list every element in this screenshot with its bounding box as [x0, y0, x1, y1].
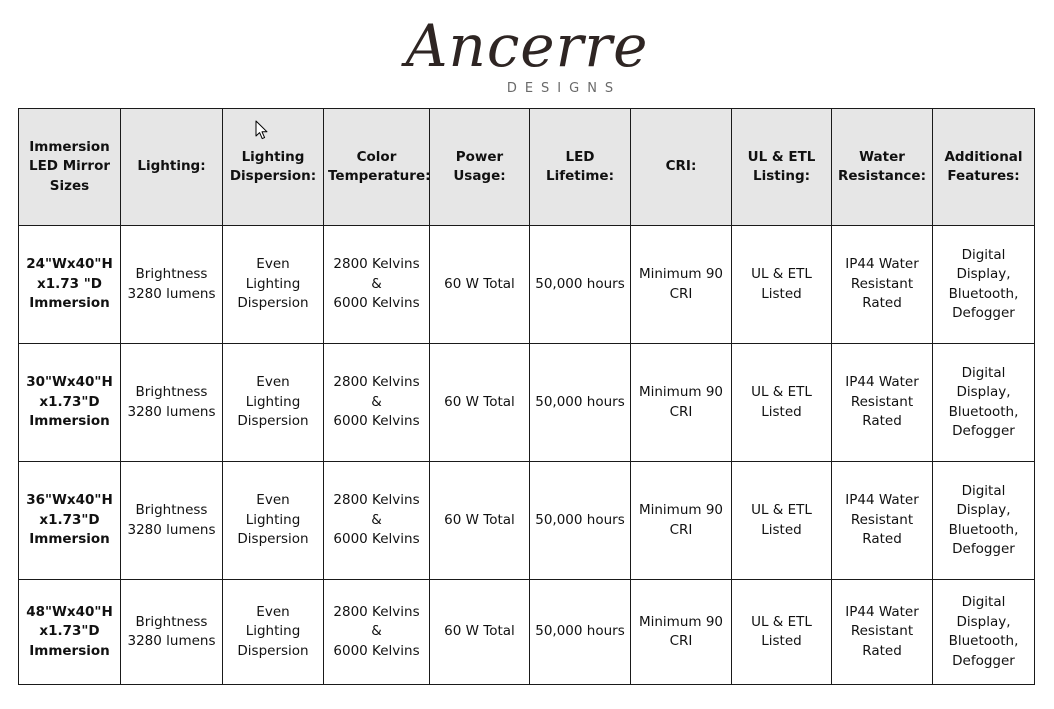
logo-subtitle: DESIGNS: [506, 81, 622, 96]
cell-cri: Minimum 90 CRI: [631, 344, 732, 462]
header-ul-etl-listing: UL & ETL Listing:: [732, 109, 832, 226]
cell-additional-features: Digital Display, Bluetooth, Defogger: [933, 344, 1035, 462]
cell-size: 48"Wx40"H x1.73"D Immersion: [19, 580, 121, 685]
table-row: [19, 580, 1035, 685]
cell-lighting: Brightness 3280 lumens: [121, 580, 223, 685]
cell-listing: UL & ETL Listed: [732, 344, 832, 462]
cell-listing: UL & ETL Listed: [732, 226, 832, 344]
brand-logo: [0, 8, 1054, 100]
table-row: [19, 462, 1035, 580]
header-additional-features: Additional Features:: [933, 109, 1035, 226]
header-power-usage: Power Usage:: [430, 109, 530, 226]
cell-dispersion: Even Lighting Dispersion: [223, 226, 324, 344]
header-color-temperature: Color Temperature:: [324, 109, 430, 226]
cell-power-usage: 60 W Total: [430, 462, 530, 580]
cell-lighting: Brightness 3280 lumens: [121, 226, 223, 344]
table-row: [19, 226, 1035, 344]
cell-led-lifetime: 50,000 hours: [530, 580, 631, 685]
cell-led-lifetime: 50,000 hours: [530, 344, 631, 462]
table-row: [19, 344, 1035, 462]
cell-water-resistance: IP44 Water Resistant Rated: [832, 226, 933, 344]
cell-additional-features: Digital Display, Bluetooth, Defogger: [933, 462, 1035, 580]
cell-size: 30"Wx40"H x1.73"D Immersion: [19, 344, 121, 462]
cell-water-resistance: IP44 Water Resistant Rated: [832, 344, 933, 462]
logo-wordmark: Ancerre: [405, 12, 649, 80]
cell-led-lifetime: 50,000 hours: [530, 462, 631, 580]
cell-dispersion: Even Lighting Dispersion: [223, 580, 324, 685]
cell-power-usage: 60 W Total: [430, 226, 530, 344]
cell-color-temperature: 2800 Kelvins & 6000 Kelvins: [324, 226, 430, 344]
cell-additional-features: Digital Display, Bluetooth, Defogger: [933, 580, 1035, 685]
header-lighting-dispersion: Lighting Dispersion:: [223, 109, 324, 226]
cell-power-usage: 60 W Total: [430, 580, 530, 685]
cell-water-resistance: IP44 Water Resistant Rated: [832, 462, 933, 580]
cell-water-resistance: IP44 Water Resistant Rated: [832, 580, 933, 685]
cell-lighting: Brightness 3280 lumens: [121, 344, 223, 462]
cell-listing: UL & ETL Listed: [732, 580, 832, 685]
header-row: [19, 109, 1035, 226]
mouse-pointer-icon: [255, 120, 269, 140]
cell-cri: Minimum 90 CRI: [631, 462, 732, 580]
cell-color-temperature: 2800 Kelvins & 6000 Kelvins: [324, 462, 430, 580]
cell-dispersion: Even Lighting Dispersion: [223, 344, 324, 462]
cell-cri: Minimum 90 CRI: [631, 580, 732, 685]
cell-power-usage: 60 W Total: [430, 344, 530, 462]
cell-additional-features: Digital Display, Bluetooth, Defogger: [933, 226, 1035, 344]
cell-size: 24"Wx40"H x1.73 "D Immersion: [19, 226, 121, 344]
cell-led-lifetime: 50,000 hours: [530, 226, 631, 344]
cell-dispersion: Even Lighting Dispersion: [223, 462, 324, 580]
cell-cri: Minimum 90 CRI: [631, 226, 732, 344]
cell-listing: UL & ETL Listed: [732, 462, 832, 580]
spec-table: [18, 108, 1035, 685]
cell-size: 36"Wx40"H x1.73"D Immersion: [19, 462, 121, 580]
header-led-lifetime: LED Lifetime:: [530, 109, 631, 226]
cell-lighting: Brightness 3280 lumens: [121, 462, 223, 580]
cell-color-temperature: 2800 Kelvins & 6000 Kelvins: [324, 580, 430, 685]
header-water-resistance: Water Resistance:: [832, 109, 933, 226]
header-cri: CRI:: [631, 109, 732, 226]
header-lighting: Lighting:: [121, 109, 223, 226]
header-sizes: Immersion LED Mirror Sizes: [19, 109, 121, 226]
cell-color-temperature: 2800 Kelvins & 6000 Kelvins: [324, 344, 430, 462]
